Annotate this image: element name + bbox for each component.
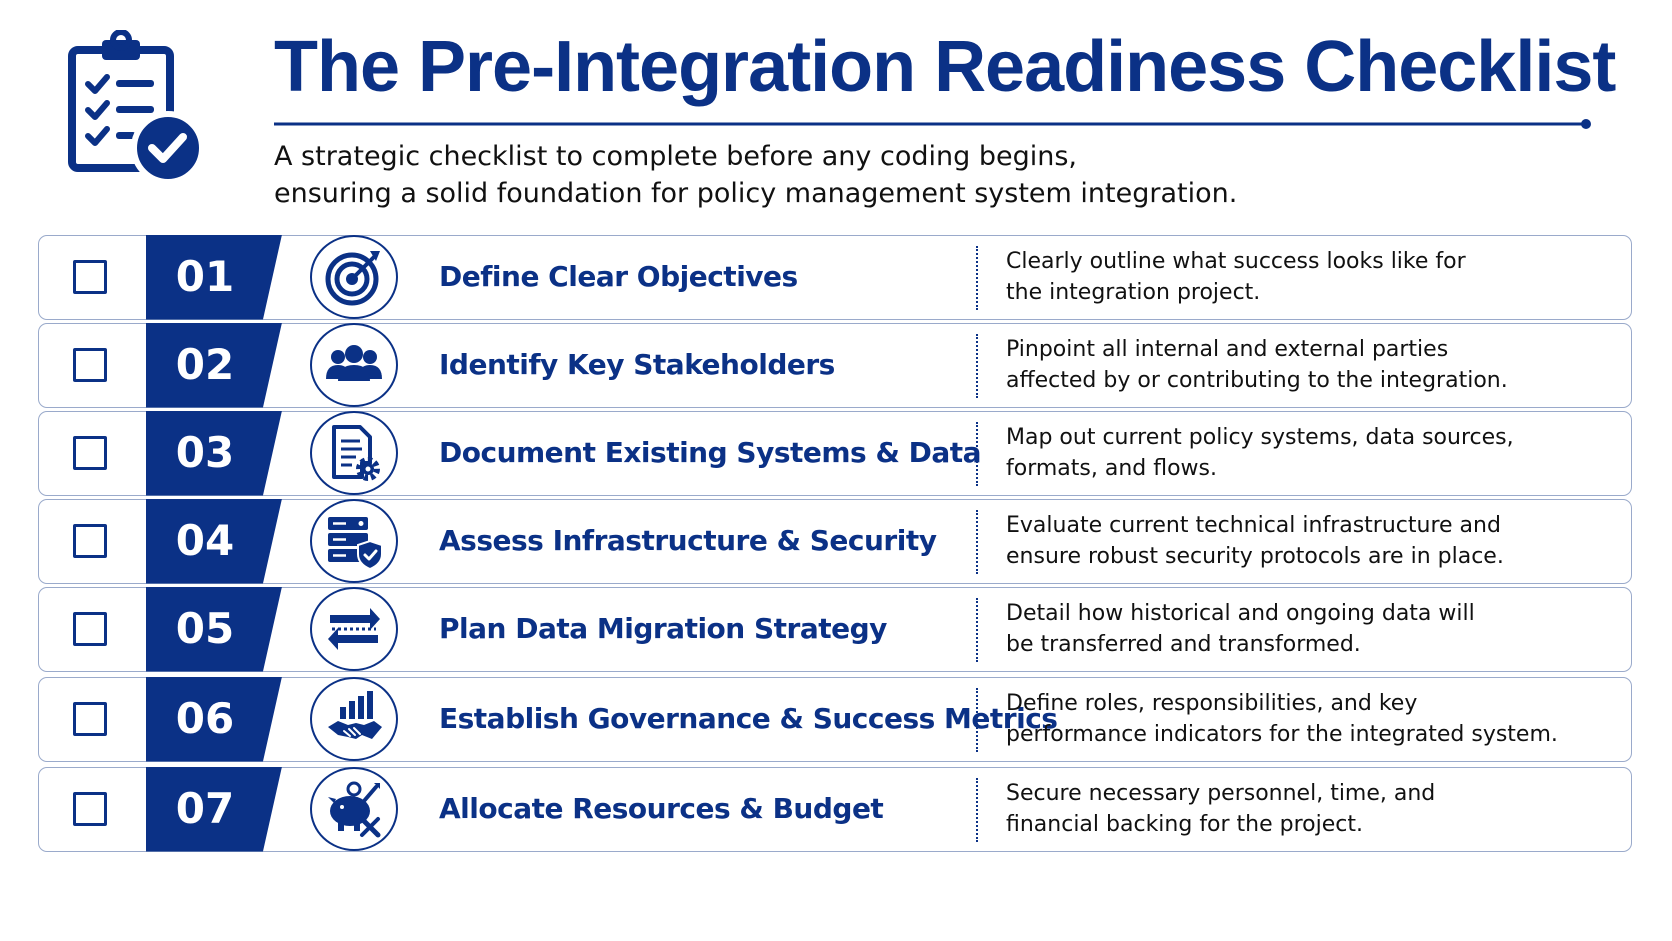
item-description [1006, 688, 1616, 750]
item-description-line: formats, and flows. [1006, 456, 1217, 481]
item-description-line: Map out current policy systems, data sources, [1006, 425, 1514, 450]
clipboard-check-icon [68, 30, 204, 182]
document-gear-icon [310, 411, 398, 495]
people-group-icon [310, 323, 398, 407]
item-description [1006, 778, 1616, 840]
item-title: Establish Governance & Success Metrics [439, 702, 1058, 735]
item-description-line: Pinpoint all internal and external parties [1006, 337, 1449, 362]
item-number: 07 [175, 784, 235, 833]
row-divider [976, 246, 978, 310]
item-description-line: be transferred and transformed. [1006, 632, 1361, 657]
item-description [1006, 598, 1616, 660]
checklist-checkbox[interactable] [73, 612, 107, 646]
piggy-bank-tools-icon [310, 767, 398, 851]
item-title: Plan Data Migration Strategy [439, 612, 887, 645]
page-title: The Pre-Integration Readiness Checklist [274, 27, 1616, 107]
item-number: 01 [175, 252, 235, 301]
row-divider [976, 510, 978, 574]
item-title: Assess Infrastructure & Security [439, 524, 937, 557]
item-description-line: Clearly outline what success looks like for [1006, 249, 1466, 274]
checklist-row [38, 323, 1632, 408]
item-description-line: ensure robust security protocols are in place. [1006, 544, 1504, 569]
item-description-line: Detail how historical and ongoing data will [1006, 601, 1475, 626]
item-number: 03 [175, 428, 235, 477]
row-divider [976, 688, 978, 752]
item-description [1006, 510, 1616, 572]
subtitle-line-2: ensuring a solid foundation for policy management system integration. [274, 178, 1238, 209]
transfer-arrows-icon [310, 587, 398, 671]
checklist-row [38, 677, 1632, 762]
item-title: Allocate Resources & Budget [439, 792, 884, 825]
checklist-checkbox[interactable] [73, 260, 107, 294]
checklist-checkbox[interactable] [73, 524, 107, 558]
item-number: 02 [175, 340, 235, 389]
item-number: 05 [175, 604, 235, 653]
checklist-checkbox[interactable] [73, 436, 107, 470]
subtitle-line-1: A strategic checklist to complete before any coding begins, [274, 141, 1077, 172]
checklist-row [38, 411, 1632, 496]
row-divider [976, 334, 978, 398]
checklist-row [38, 235, 1632, 320]
item-description [1006, 334, 1616, 396]
checklist-checkbox[interactable] [73, 348, 107, 382]
item-title: Document Existing Systems & Data [439, 436, 982, 469]
row-divider [976, 422, 978, 486]
page-subtitle [274, 138, 1237, 212]
item-description [1006, 246, 1616, 308]
item-description-line: performance indicators for the integrated system. [1006, 722, 1558, 747]
item-description-line: Define roles, responsibilities, and key [1006, 691, 1418, 716]
checklist-row [38, 767, 1632, 852]
item-description-line: financial backing for the project. [1006, 812, 1364, 837]
item-description-line: affected by or contributing to the integration. [1006, 368, 1508, 393]
item-title: Define Clear Objectives [439, 260, 798, 293]
chart-handshake-icon [310, 677, 398, 761]
checklist-checkbox[interactable] [73, 702, 107, 736]
item-description-line: the integration project. [1006, 280, 1261, 305]
item-number: 04 [175, 516, 235, 565]
checklist-row [38, 587, 1632, 672]
row-divider [976, 598, 978, 662]
item-description-line: Evaluate current technical infrastructure and [1006, 513, 1501, 538]
target-icon [310, 235, 398, 319]
item-description [1006, 422, 1616, 484]
item-description-line: Secure necessary personnel, time, and [1006, 781, 1436, 806]
checklist-row [38, 499, 1632, 584]
row-divider [976, 778, 978, 842]
title-underline [274, 118, 1592, 130]
server-shield-icon [310, 499, 398, 583]
item-number: 06 [175, 694, 235, 743]
item-title: Identify Key Stakeholders [439, 348, 835, 381]
checklist-checkbox[interactable] [73, 792, 107, 826]
